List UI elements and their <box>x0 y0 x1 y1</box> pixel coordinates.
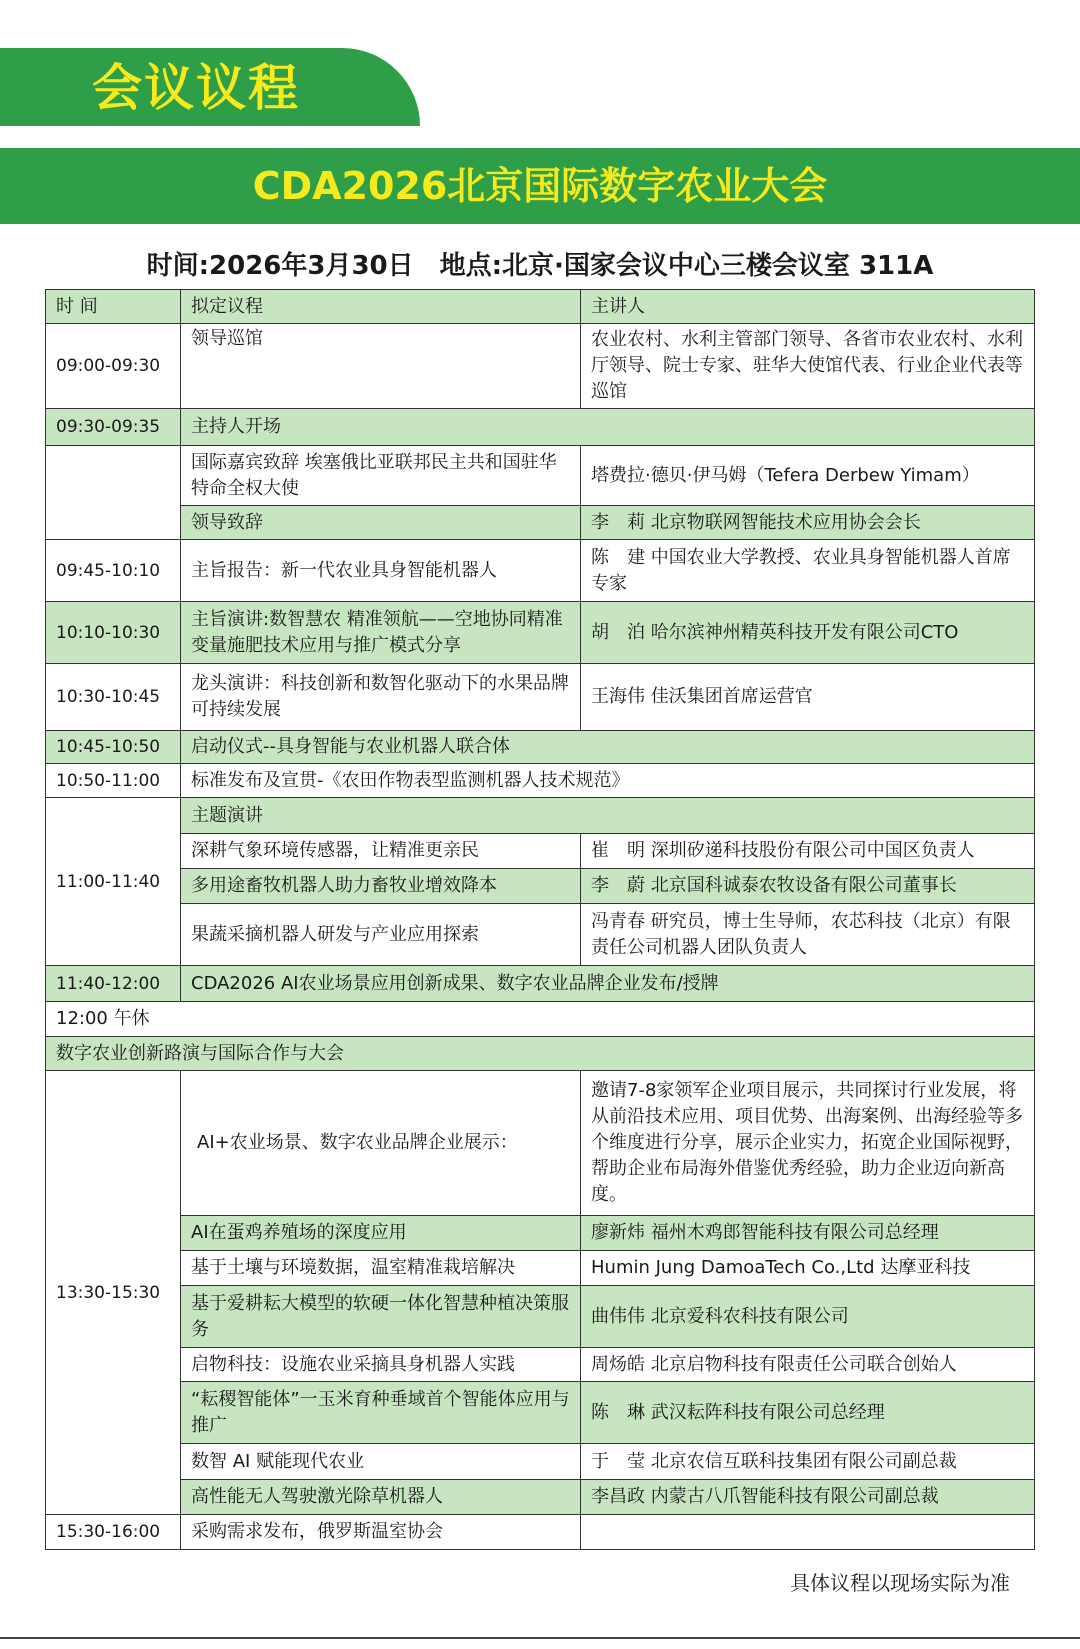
table-row: 国际嘉宾致辞 埃塞俄比亚联邦民主共和国驻华特命全权大使 塔费拉·德贝·伊马姆（Tefera Derbew Yimam） <box>46 446 1035 506</box>
table-row: 果蔬采摘机器人研发与产业应用探索 冯青春 研究员，博士生导师，农芯科技（北京）有限责任公司机器人团队负责人 <box>46 904 1035 966</box>
conference-title: CDA2026北京国际数字农业大会 <box>0 148 1080 224</box>
bottom-divider <box>0 1637 1080 1639</box>
table-row: 数智 AI 赋能现代农业 于 莹 北京农信互联科技集团有限公司副总裁 <box>46 1444 1035 1480</box>
header-speaker: 主讲人 <box>581 290 1035 324</box>
table-row: 领导致辞 李 莉 北京物联网智能技术应用协会会长 <box>46 506 1035 540</box>
table-row: AI在蛋鸡养殖场的深度应用 廖新炜 福州木鸡郎智能科技有限公司总经理 <box>46 1216 1035 1251</box>
table-row: 10:10-10:30 主旨演讲:数智慧农 精准领航——空地协同精准变量施肥技术应用与推广模式分享 胡 泊 哈尔滨神州精英科技开发有限公司CTO <box>46 602 1035 664</box>
table-row: 15:30-16:00 采购需求发布，俄罗斯温室协会 <box>46 1515 1035 1550</box>
table-row: 基于爱耕耘大模型的软硬一体化智慧种植决策服务 曲伟伟 北京爱科农科技有限公司 <box>46 1286 1035 1348</box>
table-row: 基于土壤与环境数据，温室精准栽培解决 Humin Jung DamoaTech Co.,Ltd 达摩亚科技 <box>46 1251 1035 1286</box>
table-row: 09:30-09:35 主持人开场 <box>46 409 1035 446</box>
table-row: 10:30-10:45 龙头演讲：科技创新和数智化驱动下的水果品牌可持续发展 王海伟 佳沃集团首席运营官 <box>46 664 1035 731</box>
footer-note: 具体议程以现场实际为准 <box>790 1571 1010 1595</box>
table-row: 12:00 午休 <box>46 1002 1035 1037</box>
table-row: 09:45-10:10 主旨报告：新一代农业具身智能机器人 陈 建 中国农业大学教授、农业具身智能机器人首席专家 <box>46 540 1035 602</box>
table-row: 高性能无人驾驶激光除草机器人 李昌政 内蒙古八爪智能科技有限公司副总裁 <box>46 1480 1035 1515</box>
header-topic: 拟定议程 <box>181 290 581 324</box>
table-row: 10:45-10:50 启动仪式--具身智能与农业机器人联合体 <box>46 731 1035 764</box>
table-row: 11:00-11:40 主题演讲 <box>46 798 1035 834</box>
table-row: 10:50-11:00 标准发布及宣贯-《农田作物表型监测机器人技术规范》 <box>46 764 1035 798</box>
header-time: 时 间 <box>46 290 181 324</box>
table-row: 启物科技：设施农业采摘具身机器人实践 周炀皓 北京启物科技有限责任公司联合创始人 <box>46 1348 1035 1382</box>
table-row: 11:40-12:00 CDA2026 AI农业场景应用创新成果、数字农业品牌企业发布/授牌 <box>46 966 1035 1002</box>
time-location-line: 时间:2026年3月30日 地点:北京·国家会议中心三楼会议室 311A <box>146 251 934 281</box>
table-row: 数字农业创新路演与国际合作与大会 <box>46 1037 1035 1071</box>
table-header-row <box>46 290 1035 324</box>
table-row: “耘稷智能体”一玉米育种垂域首个智能体应用与推广 陈 琳 武汉耘阵科技有限公司总经理 <box>46 1382 1035 1444</box>
table-row: 13:30-15:30 AI+农业场景、数字农业品牌企业展示： 邀请7-8家领军企业项目展示，共同探讨行业发展，将从前沿技术应用、项目优势、出海案例、出海经验等多个维度进行分享，展示企业实力，拓宽企业国际视野，帮助企业布局海外借鉴优秀经验，助力企业迈向新高度。 <box>46 1071 1035 1216</box>
agenda-table <box>45 289 1035 1550</box>
table-row: 多用途畜牧机器人助力畜牧业增效降本 李 蔚 北京国科诚泰农牧设备有限公司董事长 <box>46 869 1035 904</box>
table-row: 深耕气象环境传感器，让精准更亲民 崔 明 深圳矽递科技股份有限公司中国区负责人 <box>46 834 1035 869</box>
table-row: 09:00-09:30 领导巡馆 农业农村、水利主管部门领导、各省市农业农村、水利厅领导、院士专家、驻华大使馆代表、行业企业代表等巡馆 <box>46 324 1035 409</box>
section-title: 会议议程 <box>92 59 300 117</box>
